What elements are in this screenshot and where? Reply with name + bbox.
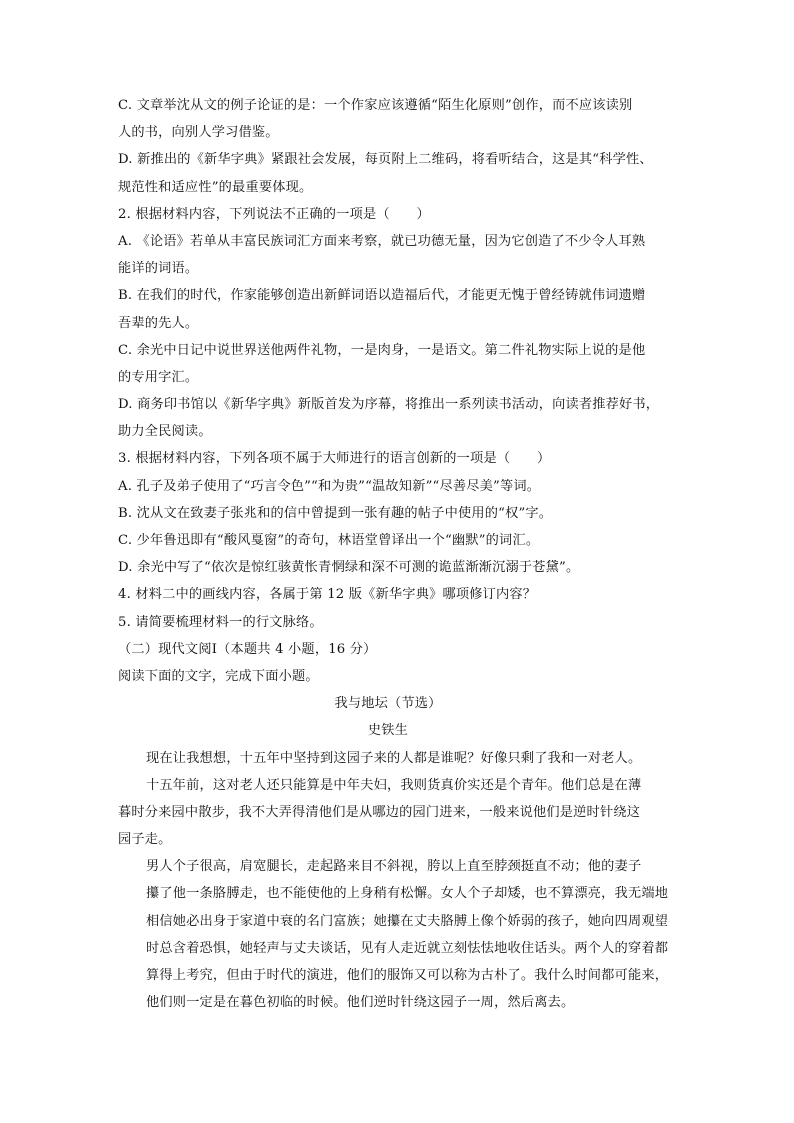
section-instruction: 阅读下面的文字，完成下面小题。 — [118, 668, 319, 684]
article-line: 他们则一定是在暮色初临的时候。他们逆时针绕这园子一周，然后离去。 — [146, 995, 575, 1011]
question-5: 5. 请简要梳理材料一的行文脉络。 — [118, 614, 323, 630]
q2-option-a-line2: 能详的词语。 — [118, 261, 199, 277]
question-3-stem: 3. 根据材料内容，下列各项不属于大师进行的语言创新的一项是（ ） — [118, 451, 551, 467]
q2-option-b-line1: B. 在我们的时代，作家能够创造出新鲜词语以造福后代，才能更无愧于曾经铸就伟词遗赠 — [118, 288, 646, 304]
q1-option-d-line1: D. 新推出的《新华字典》紧跟社会发展，每页附上二维码，将看听结合，这是其“科学性、 — [118, 152, 653, 168]
q1-option-d-line2: 规范性和适应性”的最重要体现。 — [118, 179, 313, 195]
q2-option-b-line2: 吾辈的先人。 — [118, 315, 199, 331]
q2-option-c-line2: 的专用字汇。 — [118, 369, 199, 385]
article-line: 算得上考究，但由于时代的演进，他们的服饰又可以称为古朴了。我什么时间都可能来， — [146, 968, 669, 983]
article-line: 十五年前，这对老人还只能算是中年夫妇，我则货真价实还是个青年。他们总是在薄 — [146, 777, 642, 793]
article-author: 史铁生 — [367, 723, 409, 739]
q3-option-b: B. 沈从文在致妻子张兆和的信中曾提到一张有趣的帖子中使用的“权”字。 — [118, 505, 553, 521]
q2-option-c-line1: C. 余光中日记中说世界送他两件礼物，一是肉身，一是语文。第二件礼物实际上说的是他 — [118, 342, 646, 358]
q3-option-c: C. 少年鲁迅即有“酸风戛窗”的奇句，林语堂曾译出一个“幽默”的词汇。 — [118, 533, 540, 548]
article-line: 园子走。 — [118, 832, 172, 848]
section-heading: （二）现代文阅Ⅰ（本题共 4 小题，16 分） — [118, 641, 377, 657]
question-2-stem: 2. 根据材料内容，下列说法不正确的一项是（ ） — [118, 206, 430, 222]
article-title: 我与地坛（节选） — [334, 696, 442, 712]
article-line: 男人个子很高，肩宽腿长，走起路来目不斜视，胯以上直至脖颈挺直不动；他的妻子 — [146, 859, 642, 875]
q1-option-c-line2: 人的书，向别人学习借鉴。 — [118, 125, 279, 141]
question-4: 4. 材料二中的画线内容，各属于第 12 版《新华字典》哪项修订内容？ — [118, 587, 537, 603]
article-line: 现在让我想想，十五年中坚持到这园子来的人都是谁呢？好像只剩了我和一对老人。 — [146, 750, 642, 766]
q2-option-d-line2: 助力全民阅读。 — [118, 424, 212, 440]
q1-option-c-line1: C. 文章举沈从文的例子论证的是：一个作家应该遵循“陌生化原则”创作，而不应该读别 — [118, 98, 633, 113]
document-page — [118, 92, 690, 1016]
q3-option-a: A. 孔子及弟子使用了“巧言令色”“和为贵”“温故知新”“尽善尽美”等词。 — [118, 478, 541, 494]
article-line: 相信她必出身于家道中衰的名门富族；她攥在丈夫胳膊上像个娇弱的孩子，她向四周观望 — [146, 913, 669, 929]
article-line: 暮时分来园中散步，我不大弄得清他们是从哪边的园门进来，一般来说他们是逆时针绕这 — [118, 804, 641, 820]
q2-option-a-line1: A. 《论语》若单从丰富民族词汇方面来考察，就已功德无量，因为它创造了不少令人耳熟 — [118, 233, 646, 249]
article-body — [118, 745, 690, 1017]
article-line: 攥了他一条胳膊走，也不能使他的上身稍有松懈。女人个子却矮，也不算漂亮，我无端地 — [146, 886, 669, 902]
q3-option-d: D. 余光中写了“依次是惊红骇黄怅青惘绿和深不可测的诡蓝渐渐沉溺于苍黛”。 — [118, 560, 580, 576]
q2-option-d-line1: D. 商务印书馆以《新华字典》新版首发为序幕，将推出一系列读书活动，向读者推荐好书， — [118, 397, 660, 413]
article-line: 时总含着恐惧，她轻声与丈夫谈话，见有人走近就立刻怯怯地收住话头。两个人的穿着都 — [146, 940, 669, 956]
